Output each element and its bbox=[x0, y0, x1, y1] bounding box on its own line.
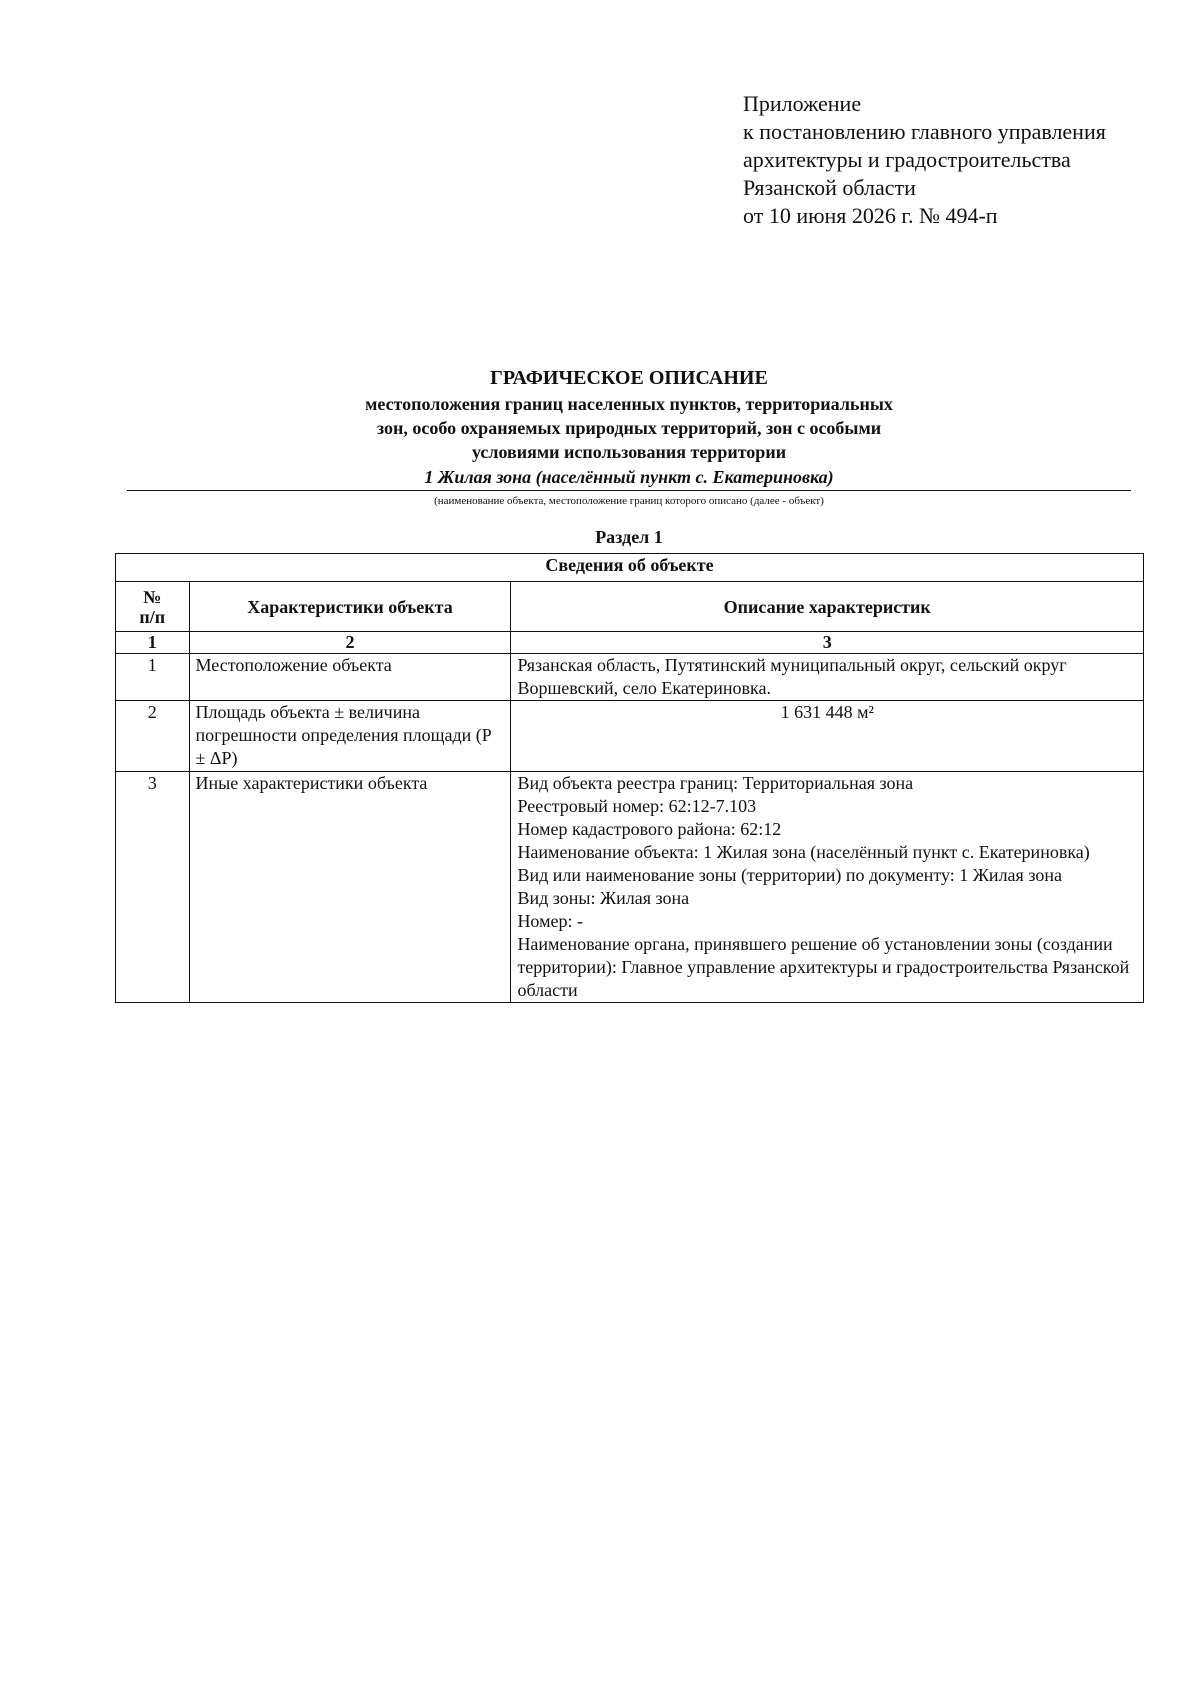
appendix-line: Рязанской области bbox=[743, 175, 916, 200]
appendix-date-line: от 10 июня 2026 г. № 494-п bbox=[743, 203, 998, 228]
description-line: Наименование объекта: 1 Жилая зона (населённый пункт с. Екатериновка) bbox=[517, 842, 1090, 862]
appendix-line: архитектуры и градостроительства bbox=[743, 147, 1071, 172]
row-description: Рязанская область, Путятинский муниципальный округ, сельский округ Воршевский, село Екатериновка. bbox=[511, 654, 1144, 701]
object-name: 1 Жилая зона (населённый пункт с. Екатериновка) bbox=[127, 465, 1131, 491]
section-label: Раздел 1 bbox=[595, 527, 663, 547]
row-description bbox=[511, 772, 1144, 1003]
column-number: 1 bbox=[116, 632, 190, 654]
document-title: ГРАФИЧЕСКОЕ ОПИСАНИЕ bbox=[490, 367, 768, 389]
header-cell-description: Описание характеристик bbox=[511, 582, 1144, 632]
appendix-block bbox=[743, 90, 1106, 230]
description-line: Вид объекта реестра границ: Территориальная зона bbox=[517, 773, 914, 793]
header-number-text: № п/п bbox=[139, 586, 166, 627]
table-row bbox=[116, 654, 1144, 701]
column-number-row bbox=[116, 632, 1144, 654]
row-number: 3 bbox=[116, 772, 190, 1003]
row-characteristic: Площадь объекта ± величина погрешности определения площади (P ± ΔP) bbox=[189, 701, 511, 772]
row-characteristic: Иные характеристики объекта bbox=[189, 772, 511, 1003]
description-line: Вид зоны: Жилая зона bbox=[517, 888, 690, 908]
title-block bbox=[127, 366, 1131, 548]
document-subtitle bbox=[127, 392, 1131, 464]
column-number: 3 bbox=[511, 632, 1144, 654]
subtitle-line: условиями использования территории bbox=[471, 442, 787, 462]
table-row bbox=[116, 701, 1144, 772]
appendix-line: к постановлению главного управления bbox=[743, 119, 1106, 144]
row-number: 2 bbox=[116, 701, 190, 772]
table-header-row bbox=[116, 582, 1144, 632]
header-cell-characteristic: Характеристики объекта bbox=[189, 582, 511, 632]
appendix-line: Приложение bbox=[743, 91, 862, 116]
table-row bbox=[116, 772, 1144, 1003]
row-number: 1 bbox=[116, 654, 190, 701]
description-line: Номер кадастрового района: 62:12 bbox=[517, 819, 782, 839]
object-info-table bbox=[115, 553, 1144, 1003]
object-caption: (наименование объекта, местоположение границ которого описано (далее - объект) bbox=[434, 495, 824, 507]
subtitle-line: местоположения границ населенных пунктов, территориальных bbox=[365, 394, 893, 414]
row-characteristic: Местоположение объекта bbox=[189, 654, 511, 701]
description-line: Вид или наименование зоны (территории) по документу: 1 Жилая зона bbox=[517, 865, 1062, 885]
subtitle-line: зон, особо охраняемых природных территорий, зон с особыми bbox=[376, 418, 882, 438]
description-line: Наименование органа, принявшего решение об установлении зоны (создании территории): Главное управление архитектуры и градостроительства Рязанской области bbox=[517, 934, 1130, 1000]
description-line: Номер: - bbox=[517, 911, 583, 931]
description-line: Реестровый номер: 62:12-7.103 bbox=[517, 796, 757, 816]
row-description: 1 631 448 м² bbox=[511, 701, 1144, 772]
header-cell-number bbox=[116, 582, 190, 632]
table-caption: Сведения об объекте bbox=[116, 554, 1144, 582]
column-number: 2 bbox=[189, 632, 511, 654]
